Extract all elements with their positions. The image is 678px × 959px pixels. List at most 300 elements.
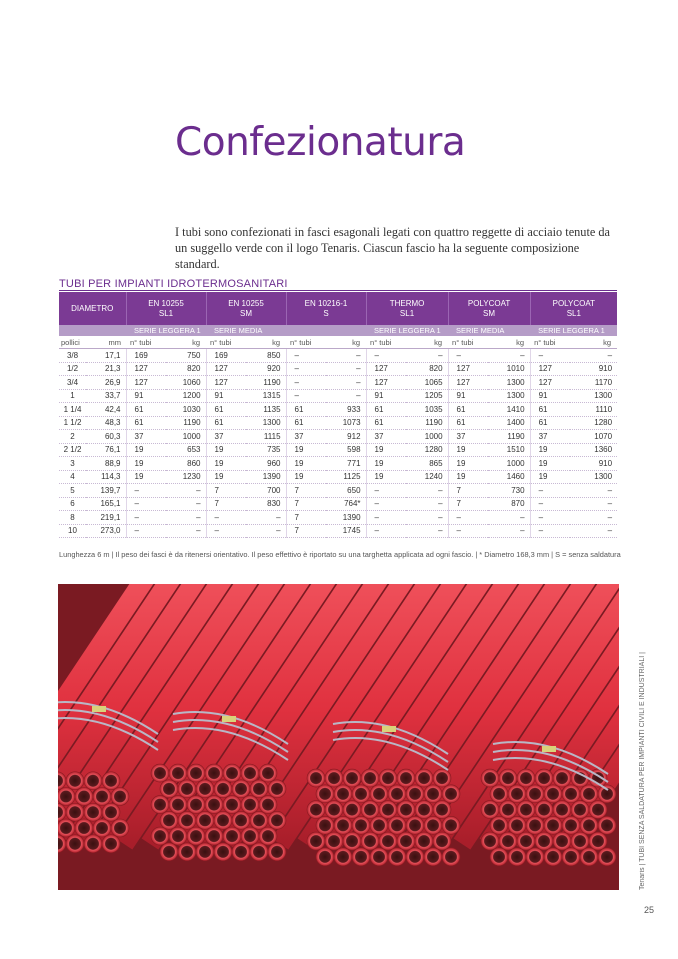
- cell-n-tubi: 19: [530, 457, 570, 471]
- pipe-end: [379, 832, 397, 850]
- cell-inches: 1: [59, 389, 86, 403]
- pipe-end: [178, 843, 196, 861]
- pipe-end: [589, 832, 607, 850]
- pipe-end: [598, 816, 616, 834]
- header-group: [530, 292, 617, 325]
- pipe-end: [325, 832, 343, 850]
- table-row: [59, 497, 617, 511]
- cell-inches: 3: [59, 457, 86, 471]
- pipe-end: [397, 801, 415, 819]
- cell-n-tubi: 61: [366, 416, 406, 430]
- pipe-end: [535, 832, 553, 850]
- cell-kg: 820: [166, 362, 206, 376]
- pipe-end: [187, 796, 205, 814]
- pipe-end: [75, 819, 93, 837]
- pipe-end: [388, 816, 406, 834]
- pipe-end: [379, 801, 397, 819]
- pipe-end: [75, 788, 93, 806]
- cell-kg: 650: [326, 484, 366, 498]
- cell-n-tubi: 127: [126, 376, 166, 390]
- unit-kg: kg: [246, 336, 286, 349]
- cell-kg: –: [406, 524, 448, 538]
- cell-inches: 5: [59, 484, 86, 498]
- cell-mm: 33,7: [86, 389, 126, 403]
- cell-n-tubi: 19: [126, 457, 166, 471]
- pipe-end: [196, 811, 214, 829]
- cell-inches: 8: [59, 511, 86, 525]
- unit-kg: kg: [570, 336, 617, 349]
- cell-kg: –: [488, 349, 530, 363]
- cell-mm: 114,3: [86, 470, 126, 484]
- pipe-end: [508, 816, 526, 834]
- pipe-end: [151, 796, 169, 814]
- page-number: 25: [644, 905, 655, 915]
- cell-n-tubi: 19: [286, 443, 326, 457]
- pipe-end: [442, 785, 460, 803]
- cell-n-tubi: 19: [206, 470, 246, 484]
- pipe-end: [352, 816, 370, 834]
- header-group: [366, 292, 448, 325]
- header-group-grade: SL1: [399, 308, 415, 318]
- cell-kg: –: [570, 511, 617, 525]
- cell-n-tubi: 37: [366, 430, 406, 444]
- pipe-end: [415, 832, 433, 850]
- cell-mm: 88,9: [86, 457, 126, 471]
- cell-inches: 3/8: [59, 349, 86, 363]
- header-group: [286, 292, 366, 325]
- green-seal: [382, 726, 396, 732]
- header-group-grade: SL1: [158, 308, 174, 318]
- cell-n-tubi: 37: [126, 430, 166, 444]
- cell-n-tubi: 61: [448, 416, 488, 430]
- cell-kg: 1190: [488, 430, 530, 444]
- cell-kg: 1030: [166, 403, 206, 417]
- pipe-end: [544, 848, 562, 866]
- cell-n-tubi: –: [126, 524, 166, 538]
- unit-kg: kg: [166, 336, 206, 349]
- pipe-end: [232, 780, 250, 798]
- cell-n-tubi: 37: [448, 430, 488, 444]
- header-group-standard: EN 10255: [228, 298, 264, 308]
- page-title: Confezionatura: [175, 120, 466, 165]
- cell-kg: 1400: [488, 416, 530, 430]
- cell-n-tubi: 61: [530, 403, 570, 417]
- table-row: [59, 511, 617, 525]
- pipe-end: [66, 803, 84, 821]
- pipe-end: [223, 764, 241, 782]
- cell-kg: 730: [488, 484, 530, 498]
- header-group: [448, 292, 530, 325]
- series-label: SERIE LEGGERA 1: [126, 325, 206, 336]
- cell-kg: 1300: [570, 389, 617, 403]
- pipe-end: [151, 827, 169, 845]
- cell-kg: 1000: [488, 457, 530, 471]
- header-diametro: DIAMETRO: [59, 292, 126, 325]
- cell-kg: 1745: [326, 524, 366, 538]
- pipe-end: [325, 801, 343, 819]
- cell-kg: 1390: [326, 511, 366, 525]
- pipe-end: [316, 785, 334, 803]
- cell-n-tubi: 19: [448, 457, 488, 471]
- cell-mm: 165,1: [86, 497, 126, 511]
- cell-kg: 910: [570, 457, 617, 471]
- cell-mm: 17,1: [86, 349, 126, 363]
- table-row: [59, 443, 617, 457]
- cell-kg: 910: [570, 362, 617, 376]
- pipe-end: [178, 811, 196, 829]
- pipe-end: [481, 769, 499, 787]
- cell-n-tubi: –: [286, 389, 326, 403]
- header-group-grade: SM: [483, 308, 496, 318]
- pipe-end: [571, 801, 589, 819]
- cell-mm: 219,1: [86, 511, 126, 525]
- cell-kg: –: [166, 497, 206, 511]
- header-group-grade: S: [323, 308, 329, 318]
- cell-n-tubi: 91: [530, 389, 570, 403]
- cell-n-tubi: –: [286, 376, 326, 390]
- cell-inches: 1/2: [59, 362, 86, 376]
- pipe-end: [250, 811, 268, 829]
- cell-kg: 933: [326, 403, 366, 417]
- cell-inches: 6: [59, 497, 86, 511]
- pipe-end: [214, 780, 232, 798]
- pipe-end: [196, 780, 214, 798]
- cell-kg: 771: [326, 457, 366, 471]
- cell-n-tubi: 19: [530, 443, 570, 457]
- pipe-end: [388, 785, 406, 803]
- cell-inches: 2: [59, 430, 86, 444]
- series-label: [286, 325, 366, 336]
- cell-n-tubi: 91: [448, 389, 488, 403]
- cell-kg: 1060: [166, 376, 206, 390]
- table-row: [59, 349, 617, 363]
- cell-n-tubi: –: [530, 484, 570, 498]
- cell-n-tubi: 19: [286, 470, 326, 484]
- cell-n-tubi: 169: [126, 349, 166, 363]
- pipe-end: [508, 848, 526, 866]
- table-row: [59, 457, 617, 471]
- pipe-end: [544, 816, 562, 834]
- table-row: [59, 389, 617, 403]
- cell-kg: –: [166, 524, 206, 538]
- cell-n-tubi: 61: [286, 403, 326, 417]
- pipe-end: [66, 772, 84, 790]
- cell-n-tubi: 61: [286, 416, 326, 430]
- table-footnote: Lunghezza 6 m | Il peso dei fasci è da ritenersi orientativo. Il peso effettivo è riportato su una targhetta applicata ad ogni fascio. | * Diametro 168,3 mm | S = senza saldatura: [59, 550, 621, 559]
- pipe-end: [598, 785, 616, 803]
- pipe-end: [343, 801, 361, 819]
- cell-kg: –: [326, 376, 366, 390]
- unit-n-tubi: n° tubi: [126, 336, 166, 349]
- cell-kg: 1360: [570, 443, 617, 457]
- pipe-end: [415, 801, 433, 819]
- unit-n-tubi: n° tubi: [286, 336, 326, 349]
- pipe-end: [424, 848, 442, 866]
- cell-n-tubi: 61: [530, 416, 570, 430]
- cell-n-tubi: 61: [366, 403, 406, 417]
- cell-n-tubi: 7: [286, 511, 326, 525]
- cell-inches: 4: [59, 470, 86, 484]
- cell-inches: 1 1/2: [59, 416, 86, 430]
- pipe-end: [415, 769, 433, 787]
- pipe-end: [490, 848, 508, 866]
- cell-kg: 1205: [406, 389, 448, 403]
- header-group-standard: POLYCOAT: [467, 298, 511, 308]
- cell-kg: 1300: [488, 389, 530, 403]
- pipe-end: [316, 816, 334, 834]
- cell-n-tubi: 19: [206, 457, 246, 471]
- cell-n-tubi: 61: [206, 403, 246, 417]
- cell-n-tubi: 91: [206, 389, 246, 403]
- cell-kg: 1230: [166, 470, 206, 484]
- pipe-end: [214, 843, 232, 861]
- cell-kg: 1410: [488, 403, 530, 417]
- pipe-end: [361, 801, 379, 819]
- pipe-end: [343, 769, 361, 787]
- cell-n-tubi: 19: [126, 470, 166, 484]
- pipe-end: [499, 832, 517, 850]
- pipe-bundles-illustration: [58, 584, 619, 890]
- pipe-end: [499, 801, 517, 819]
- cell-kg: –: [246, 511, 286, 525]
- pipe-end: [406, 848, 424, 866]
- cell-kg: 860: [166, 457, 206, 471]
- cell-kg: –: [406, 484, 448, 498]
- pipe-end: [334, 848, 352, 866]
- cell-n-tubi: 7: [286, 524, 326, 538]
- pipe-end: [589, 801, 607, 819]
- cell-n-tubi: 19: [448, 443, 488, 457]
- pipe-end: [562, 848, 580, 866]
- cell-kg: 1000: [406, 430, 448, 444]
- pipe-end: [508, 785, 526, 803]
- pipe-end: [169, 796, 187, 814]
- cell-n-tubi: 61: [126, 416, 166, 430]
- pipe-end: [424, 785, 442, 803]
- table-row: [59, 430, 617, 444]
- cell-n-tubi: 127: [448, 376, 488, 390]
- cell-kg: 1280: [570, 416, 617, 430]
- pipe-end: [433, 769, 451, 787]
- pipe-end: [102, 772, 120, 790]
- cell-inches: 2 1/2: [59, 443, 86, 457]
- unit-pollici: pollici: [59, 336, 86, 349]
- header-group-standard: THERMO: [389, 298, 425, 308]
- table-row: [59, 470, 617, 484]
- cell-kg: –: [406, 511, 448, 525]
- cell-n-tubi: –: [448, 524, 488, 538]
- cell-n-tubi: –: [530, 349, 570, 363]
- cell-n-tubi: 127: [530, 376, 570, 390]
- pipe-end: [481, 832, 499, 850]
- cell-n-tubi: –: [366, 511, 406, 525]
- pipe-end: [241, 796, 259, 814]
- cell-kg: 1190: [166, 416, 206, 430]
- pipe-end: [259, 827, 277, 845]
- pipe-end: [325, 769, 343, 787]
- cell-kg: –: [406, 497, 448, 511]
- cell-mm: 139,7: [86, 484, 126, 498]
- pipe-end: [84, 835, 102, 853]
- header-group: [206, 292, 286, 325]
- unit-n-tubi: n° tubi: [448, 336, 488, 349]
- pipe-end: [433, 801, 451, 819]
- pipe-end: [169, 827, 187, 845]
- series-label: SERIE MEDIA: [206, 325, 286, 336]
- pipe-end: [223, 827, 241, 845]
- pipe-end: [544, 785, 562, 803]
- cell-n-tubi: 19: [366, 443, 406, 457]
- section-title: TUBI PER IMPIANTI IDROTERMOSANITARI: [59, 278, 288, 290]
- pipe-end: [361, 769, 379, 787]
- header-group: [126, 292, 206, 325]
- pipe-end: [151, 764, 169, 782]
- pipe-end: [196, 843, 214, 861]
- cell-kg: –: [166, 511, 206, 525]
- pipe-end: [370, 785, 388, 803]
- cell-n-tubi: 61: [126, 403, 166, 417]
- cell-kg: 750: [166, 349, 206, 363]
- header-group-standard: POLYCOAT: [552, 298, 596, 308]
- cell-inches: 1 1/4: [59, 403, 86, 417]
- cell-n-tubi: 61: [206, 416, 246, 430]
- cell-n-tubi: 127: [366, 376, 406, 390]
- pipe-end: [553, 832, 571, 850]
- cell-kg: 700: [246, 484, 286, 498]
- cell-n-tubi: –: [286, 349, 326, 363]
- pipe-end: [102, 835, 120, 853]
- cell-n-tubi: –: [448, 349, 488, 363]
- pipe-end: [535, 769, 553, 787]
- cell-n-tubi: 7: [448, 484, 488, 498]
- intro-paragraph: I tubi sono confezionati in fasci esagonali legati con quattro reggette di acciaio tenute da un suggello verde con il logo Tenaris. Ciascun fascio ha la seguente composizione standard.: [175, 225, 611, 271]
- cell-n-tubi: –: [126, 484, 166, 498]
- cell-n-tubi: 91: [126, 389, 166, 403]
- pipe-end: [334, 816, 352, 834]
- cell-n-tubi: 37: [206, 430, 246, 444]
- cell-n-tubi: 127: [448, 362, 488, 376]
- cell-kg: –: [326, 389, 366, 403]
- cell-n-tubi: 7: [206, 497, 246, 511]
- cell-n-tubi: –: [530, 511, 570, 525]
- pipe-end: [214, 811, 232, 829]
- cell-kg: 1190: [246, 376, 286, 390]
- pipe-end: [307, 801, 325, 819]
- cell-n-tubi: 91: [366, 389, 406, 403]
- pipe-end: [442, 848, 460, 866]
- cell-kg: 1300: [488, 376, 530, 390]
- cell-kg: –: [570, 349, 617, 363]
- cell-kg: 1280: [406, 443, 448, 457]
- pipe-end: [406, 816, 424, 834]
- pipe-end: [352, 785, 370, 803]
- cell-kg: 1240: [406, 470, 448, 484]
- cell-kg: 1010: [488, 362, 530, 376]
- cell-kg: –: [488, 524, 530, 538]
- cell-inches: 10: [59, 524, 86, 538]
- cell-kg: 1115: [246, 430, 286, 444]
- pipe-end: [526, 785, 544, 803]
- section-rule: [59, 290, 617, 291]
- cell-kg: 1135: [246, 403, 286, 417]
- unit-kg: kg: [488, 336, 530, 349]
- cell-n-tubi: 37: [530, 430, 570, 444]
- cell-kg: 1390: [246, 470, 286, 484]
- cell-kg: 960: [246, 457, 286, 471]
- cell-mm: 48,3: [86, 416, 126, 430]
- pipe-end: [397, 769, 415, 787]
- pipe-end: [259, 764, 277, 782]
- pipe-end: [397, 832, 415, 850]
- cell-kg: –: [326, 362, 366, 376]
- cell-kg: 1000: [166, 430, 206, 444]
- cell-n-tubi: –: [206, 511, 246, 525]
- header-group-grade: SM: [240, 308, 253, 318]
- pipe-end: [259, 796, 277, 814]
- cell-mm: 26,9: [86, 376, 126, 390]
- cell-kg: 1125: [326, 470, 366, 484]
- pipe-end: [370, 816, 388, 834]
- table-row: [59, 416, 617, 430]
- pipe-end: [490, 816, 508, 834]
- cell-n-tubi: –: [126, 511, 166, 525]
- cell-mm: 42,4: [86, 403, 126, 417]
- cell-n-tubi: 127: [126, 362, 166, 376]
- cell-n-tubi: –: [206, 524, 246, 538]
- side-running-text: Tenaris | TUBI SENZA SALDATURA PER IMPIANTI CIVILI E INDUSTRIALI |: [639, 652, 646, 890]
- unit-mm: mm: [86, 336, 126, 349]
- table-row: [59, 524, 617, 538]
- pipe-end: [268, 811, 286, 829]
- pipe-end: [160, 843, 178, 861]
- table-row: [59, 362, 617, 376]
- pipe-end: [535, 801, 553, 819]
- pipe-end: [490, 785, 508, 803]
- cell-kg: 870: [488, 497, 530, 511]
- table-row: [59, 484, 617, 498]
- green-seal: [92, 706, 106, 712]
- header-group-standard: EN 10216-1: [304, 298, 348, 308]
- cell-kg: –: [570, 497, 617, 511]
- cell-kg: 1300: [570, 470, 617, 484]
- cell-kg: 735: [246, 443, 286, 457]
- pipe-end: [111, 788, 129, 806]
- pipe-end: [102, 803, 120, 821]
- cell-n-tubi: 19: [126, 443, 166, 457]
- cell-kg: 1065: [406, 376, 448, 390]
- pipe-end: [580, 848, 598, 866]
- pipe-end: [307, 832, 325, 850]
- pipe-end: [187, 827, 205, 845]
- cell-n-tubi: –: [126, 497, 166, 511]
- pipe-end: [334, 785, 352, 803]
- pipe-end: [598, 848, 616, 866]
- pipe-end: [562, 816, 580, 834]
- cell-n-tubi: 127: [530, 362, 570, 376]
- cell-n-tubi: –: [366, 484, 406, 498]
- cell-n-tubi: 7: [206, 484, 246, 498]
- cell-n-tubi: 19: [448, 470, 488, 484]
- pipe-end: [526, 848, 544, 866]
- pipe-end: [553, 769, 571, 787]
- cell-kg: 920: [246, 362, 286, 376]
- cell-kg: 1035: [406, 403, 448, 417]
- unit-n-tubi: n° tubi: [366, 336, 406, 349]
- cell-n-tubi: –: [366, 524, 406, 538]
- cell-mm: 21,3: [86, 362, 126, 376]
- pipe-end: [526, 816, 544, 834]
- cell-kg: 1190: [406, 416, 448, 430]
